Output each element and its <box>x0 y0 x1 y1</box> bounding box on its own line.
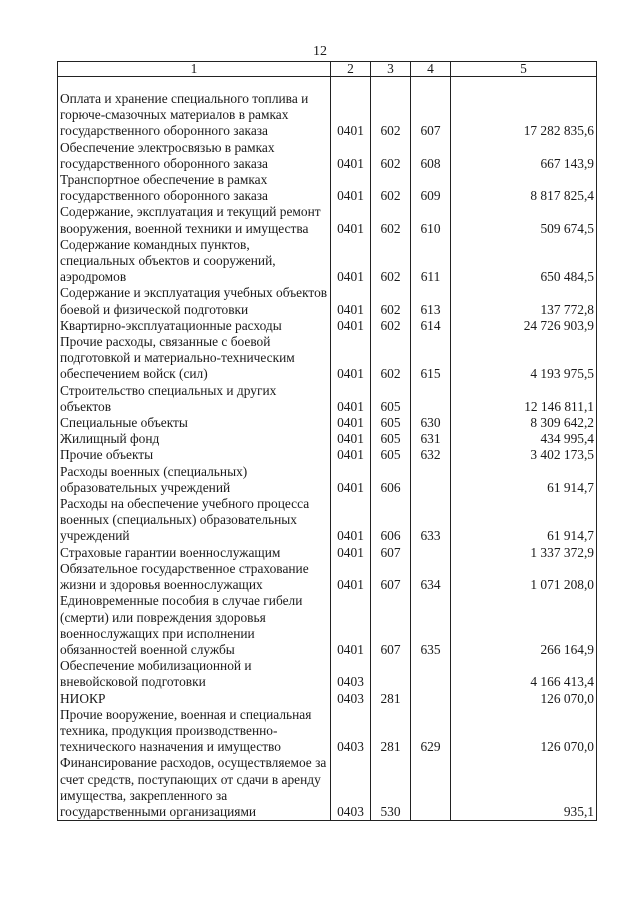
row-amount: 126 070,0 <box>451 691 597 707</box>
row-expense-type: 609 <box>411 172 451 204</box>
row-name: Обеспечение мобилизационной и вневойсковой подготовки <box>58 658 331 690</box>
row-target: 602 <box>371 140 411 172</box>
table-row <box>58 593 597 658</box>
row-amount: 4 193 975,5 <box>451 334 597 383</box>
row-name: Содержание командных пунктов, специальных объектов и сооружений, аэродромов <box>58 237 331 286</box>
row-name: Прочие вооружение, военная и специальная техника, продукция производственно-технического назначения и имущество <box>58 707 331 756</box>
row-section: 0401 <box>331 237 371 286</box>
row-amount: 266 164,9 <box>451 593 597 658</box>
row-section: 0403 <box>331 755 371 820</box>
row-amount: 1 071 208,0 <box>451 561 597 593</box>
spacer-row <box>58 77 597 92</box>
table-row <box>58 755 597 820</box>
row-target: 607 <box>371 593 411 658</box>
row-expense-type <box>411 545 451 561</box>
row-expense-type <box>411 691 451 707</box>
row-name: Расходы на обеспечение учебного процесса военных (специальных) образовательных учреждений <box>58 496 331 545</box>
row-name: Единовременные пособия в случае гибели (смерти) или повреждения здоровья военнослужащих при исполнении обязанностей военной службы <box>58 593 331 658</box>
row-target: 602 <box>371 318 411 334</box>
row-section: 0401 <box>331 285 371 317</box>
row-section: 0401 <box>331 383 371 415</box>
table-row <box>58 237 597 286</box>
row-amount: 3 402 173,5 <box>451 447 597 463</box>
row-section: 0403 <box>331 658 371 690</box>
row-name: Прочие расходы, связанные с боевой подготовкой и материально-техническим обеспечением войск (сил) <box>58 334 331 383</box>
row-name: Жилищный фонд <box>58 431 331 447</box>
row-section: 0401 <box>331 496 371 545</box>
row-target: 602 <box>371 172 411 204</box>
row-target: 605 <box>371 447 411 463</box>
row-target: 281 <box>371 691 411 707</box>
row-name: Обеспечение электросвязью в рамках государственного оборонного заказа <box>58 140 331 172</box>
row-target: 606 <box>371 464 411 496</box>
row-amount: 17 282 835,6 <box>451 91 597 140</box>
row-expense-type: 633 <box>411 496 451 545</box>
table-row <box>58 334 597 383</box>
row-target: 602 <box>371 237 411 286</box>
row-name: Расходы военных (специальных) образовательных учреждений <box>58 464 331 496</box>
row-target <box>371 658 411 690</box>
row-expense-type <box>411 755 451 820</box>
row-section: 0401 <box>331 204 371 236</box>
table-row <box>58 545 597 561</box>
row-amount: 650 484,5 <box>451 237 597 286</box>
row-expense-type: 613 <box>411 285 451 317</box>
row-target: 605 <box>371 383 411 415</box>
row-target: 602 <box>371 91 411 140</box>
row-name: Оплата и хранение специального топлива и горюче-смазочных материалов в рамках государственного оборонного заказа <box>58 91 331 140</box>
row-expense-type: 610 <box>411 204 451 236</box>
table-row <box>58 172 597 204</box>
row-amount: 24 726 903,9 <box>451 318 597 334</box>
header-col-3: 3 <box>371 62 411 77</box>
row-expense-type: 629 <box>411 707 451 756</box>
row-target: 281 <box>371 707 411 756</box>
row-expense-type <box>411 658 451 690</box>
row-name: Квартирно-эксплуатационные расходы <box>58 318 331 334</box>
row-section: 0401 <box>331 593 371 658</box>
row-name: Обязательное государственное страхование жизни и здоровья военнослужащих <box>58 561 331 593</box>
row-target: 605 <box>371 431 411 447</box>
row-target: 602 <box>371 204 411 236</box>
row-name: Финансирование расходов, осуществляемое за счет средств, поступающих от сдачи в аренду имущества, закрепленного за государственными организациями <box>58 755 331 820</box>
table-row <box>58 383 597 415</box>
row-section: 0401 <box>331 431 371 447</box>
row-amount: 61 914,7 <box>451 496 597 545</box>
row-amount: 509 674,5 <box>451 204 597 236</box>
row-target: 607 <box>371 561 411 593</box>
row-amount: 8 309 642,2 <box>451 415 597 431</box>
row-expense-type: 634 <box>411 561 451 593</box>
table-row <box>58 285 597 317</box>
row-section: 0401 <box>331 447 371 463</box>
table-row <box>58 691 597 707</box>
row-amount: 8 817 825,4 <box>451 172 597 204</box>
row-section: 0401 <box>331 334 371 383</box>
row-section: 0401 <box>331 415 371 431</box>
row-expense-type: 635 <box>411 593 451 658</box>
row-section: 0401 <box>331 140 371 172</box>
header-col-4: 4 <box>411 62 451 77</box>
row-name: Страховые гарантии военнослужащим <box>58 545 331 561</box>
table-row <box>58 707 597 756</box>
row-target: 605 <box>371 415 411 431</box>
table-row <box>58 140 597 172</box>
table-row <box>58 561 597 593</box>
row-section: 0401 <box>331 172 371 204</box>
row-name: Содержание, эксплуатация и текущий ремонт вооружения, военной техники и имущества <box>58 204 331 236</box>
table-row <box>58 318 597 334</box>
table-row <box>58 464 597 496</box>
table-row <box>58 204 597 236</box>
header-col-5: 5 <box>451 62 597 77</box>
row-target: 530 <box>371 755 411 820</box>
row-name: Прочие объекты <box>58 447 331 463</box>
row-amount: 667 143,9 <box>451 140 597 172</box>
row-section: 0401 <box>331 545 371 561</box>
row-expense-type: 614 <box>411 318 451 334</box>
row-name: НИОКР <box>58 691 331 707</box>
row-section: 0401 <box>331 561 371 593</box>
row-name: Содержание и эксплуатация учебных объектов боевой и физической подготовки <box>58 285 331 317</box>
row-target: 606 <box>371 496 411 545</box>
header-col-2: 2 <box>331 62 371 77</box>
row-amount: 935,1 <box>451 755 597 820</box>
table-row <box>58 447 597 463</box>
row-target: 602 <box>371 285 411 317</box>
row-expense-type: 632 <box>411 447 451 463</box>
row-section: 0403 <box>331 707 371 756</box>
row-section: 0403 <box>331 691 371 707</box>
row-name: Транспортное обеспечение в рамках государственного оборонного заказа <box>58 172 331 204</box>
row-expense-type: 608 <box>411 140 451 172</box>
header-col-1: 1 <box>58 62 331 77</box>
table-body <box>58 77 597 821</box>
page-number: 12 <box>313 44 327 59</box>
row-expense-type: 630 <box>411 415 451 431</box>
row-target: 602 <box>371 334 411 383</box>
row-expense-type: 607 <box>411 91 451 140</box>
row-amount: 126 070,0 <box>451 707 597 756</box>
row-amount: 61 914,7 <box>451 464 597 496</box>
table-row <box>58 496 597 545</box>
row-expense-type <box>411 464 451 496</box>
row-name: Строительство специальных и других объектов <box>58 383 331 415</box>
table-row <box>58 415 597 431</box>
row-expense-type: 611 <box>411 237 451 286</box>
row-expense-type <box>411 383 451 415</box>
row-amount: 434 995,4 <box>451 431 597 447</box>
row-section: 0401 <box>331 318 371 334</box>
row-amount: 1 337 372,9 <box>451 545 597 561</box>
table-row <box>58 658 597 690</box>
row-section: 0401 <box>331 91 371 140</box>
row-target: 607 <box>371 545 411 561</box>
row-expense-type: 631 <box>411 431 451 447</box>
budget-table <box>57 61 597 821</box>
row-name: Специальные объекты <box>58 415 331 431</box>
row-amount: 4 166 413,4 <box>451 658 597 690</box>
row-amount: 137 772,8 <box>451 285 597 317</box>
table-row <box>58 431 597 447</box>
row-section: 0401 <box>331 464 371 496</box>
row-amount: 12 146 811,1 <box>451 383 597 415</box>
table-row <box>58 91 597 140</box>
header-row <box>58 62 597 77</box>
row-expense-type: 615 <box>411 334 451 383</box>
